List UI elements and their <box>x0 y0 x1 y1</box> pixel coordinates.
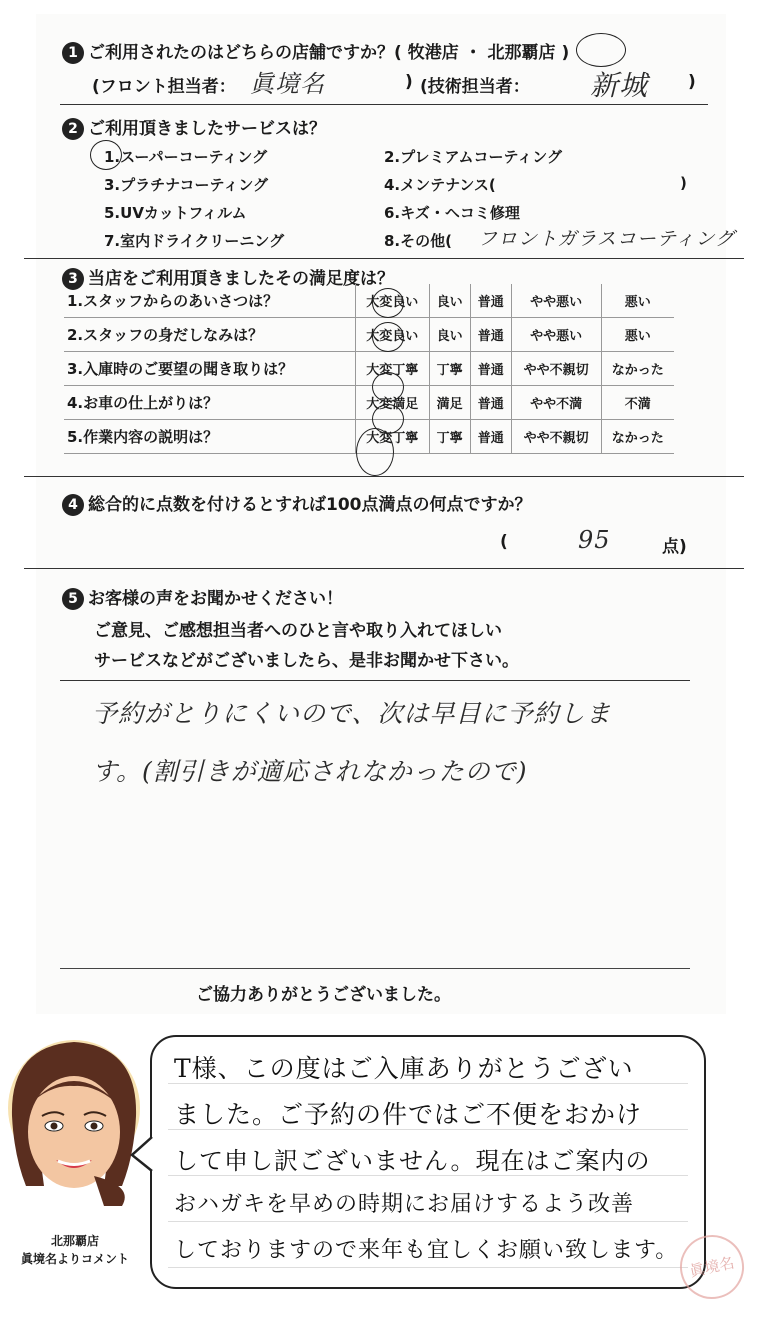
divider-4 <box>24 568 744 569</box>
question-5-text: お客様の声をお聞かせください！ <box>88 589 343 609</box>
satisfaction-option: 普通 <box>470 386 511 420</box>
customer-comment-line-2: す。(割引きが適応されなかったので) <box>92 757 528 786</box>
staff-caption-name: 眞境名よりコメント <box>20 1252 129 1266</box>
service-option: 3.プラチナコーティング <box>104 176 269 194</box>
bubble-rule <box>168 1221 688 1222</box>
question-5 <box>62 584 343 610</box>
divider-3 <box>24 476 744 477</box>
staff-avatar <box>4 1036 144 1206</box>
satisfaction-option: やや不親切 <box>511 352 601 386</box>
question-5-line-3: サービスなどがございましたら、是非お聞かせ下さい。 <box>94 651 519 671</box>
satisfaction-option: やや不満 <box>511 386 601 420</box>
satisfaction-option: 普通 <box>470 284 511 318</box>
selected-service-circle <box>90 140 122 170</box>
question-1 <box>62 38 569 64</box>
satisfaction-option: 普通 <box>470 352 511 386</box>
satisfaction-option: 大変丁寧 <box>356 352 430 386</box>
satisfaction-option: なかった <box>601 420 674 454</box>
tech-staff-label: (技術担当者： <box>420 77 530 97</box>
score-open: ( <box>500 532 508 552</box>
tech-staff-name: 新城 <box>590 69 649 102</box>
tech-staff-close: ) <box>688 72 696 92</box>
bubble-rule <box>168 1267 688 1268</box>
service-option: 8.その他( <box>384 232 452 250</box>
other-service-value: フロントガラスコーティング <box>478 228 735 250</box>
satisfaction-option: 良い <box>429 284 470 318</box>
reply-line: ました。ご予約の件ではご不便をおかけ <box>174 1100 643 1129</box>
store-makiminato: 牧港店 <box>407 43 459 63</box>
question-1-text: ご利用されたのはどちらの店舗ですか？( <box>88 43 402 63</box>
reply-line: おハガキを早めの時期にお届けするよう改善 <box>174 1192 635 1217</box>
satisfaction-option: 大変良い <box>356 318 430 352</box>
satisfaction-option: 不満 <box>601 386 674 420</box>
satisfaction-option: 悪い <box>601 318 674 352</box>
satisfaction-question: 1.スタッフからのあいさつは？ <box>64 284 356 318</box>
store-close: ) <box>561 43 570 63</box>
reply-line: して申し訳ございません。現在はご案内の <box>174 1147 651 1175</box>
satisfaction-option: 満足 <box>429 386 470 420</box>
satisfaction-option: 大変良い <box>356 284 430 318</box>
question-4-number: 4 <box>62 494 84 516</box>
satisfaction-question: 3.入庫時のご要望の聞き取りは？ <box>64 352 356 386</box>
satisfaction-option: 丁寧 <box>429 420 470 454</box>
question-1-number: 1 <box>62 42 84 64</box>
satisfaction-option: 普通 <box>470 318 511 352</box>
service-option: 5.UVカットフィルム <box>104 204 247 222</box>
question-5-number: 5 <box>62 588 84 610</box>
table-row <box>64 352 674 386</box>
selected-store-circle <box>576 33 626 67</box>
question-5-line-2: ご意見、ご感想担当者へのひと言や取り入れてほしい <box>94 621 502 641</box>
satisfaction-question: 4.お車の仕上がりは？ <box>64 386 356 420</box>
satisfaction-option: やや悪い <box>511 284 601 318</box>
question-2-number: 2 <box>62 118 84 140</box>
question-4 <box>62 490 532 516</box>
service-option: 7.室内ドライクリーニング <box>104 232 285 250</box>
bubble-tail <box>130 1135 154 1175</box>
rating-circle <box>356 428 394 476</box>
satisfaction-option: やや不親切 <box>511 420 601 454</box>
table-row <box>64 318 674 352</box>
question-4-text: 総合的に点数を付けるとすれば100点満点の何点ですか？ <box>88 495 532 515</box>
service-option: 6.キズ・ヘコミ修理 <box>384 204 520 222</box>
question-2-text: ご利用頂きましたサービスは？ <box>88 119 326 139</box>
satisfaction-option: 大変丁寧 <box>356 420 430 454</box>
front-staff-name: 眞境名 <box>250 70 325 98</box>
satisfaction-option: 良い <box>429 318 470 352</box>
table-row <box>64 386 674 420</box>
satisfaction-option: 普通 <box>470 420 511 454</box>
service-option: 1.スーパーコーティング <box>104 148 268 166</box>
customer-comment-line-1: 予約がとりにくいので、次は早目に予約しま <box>92 699 612 728</box>
answer-bottom-line <box>60 968 690 969</box>
divider-2 <box>24 258 744 259</box>
question-3-number: 3 <box>62 268 84 290</box>
satisfaction-option: 丁寧 <box>429 352 470 386</box>
question-2 <box>62 114 326 140</box>
rating-circle <box>372 322 404 352</box>
maintenance-close: ) <box>680 174 687 192</box>
reply-line: T様、この度はご入庫ありがとうござい <box>174 1054 634 1083</box>
store-separator: ・ <box>464 43 482 63</box>
avatar-illustration <box>4 1036 144 1206</box>
answer-top-line <box>60 680 690 681</box>
service-option: 2.プレミアムコーティング <box>384 148 562 166</box>
name-seal-stamp: 眞境名 <box>674 1229 750 1305</box>
store-kitanaha: 北那覇店 <box>487 43 556 63</box>
thanks-message: ご協力ありがとうございました。 <box>196 985 451 1005</box>
satisfaction-question: 5.作業内容の説明は？ <box>64 420 356 454</box>
service-option: 4.メンテナンス( <box>384 176 496 194</box>
satisfaction-question: 2.スタッフの身だしなみは？ <box>64 318 356 352</box>
staff-caption-store: 北那覇店 <box>50 1234 99 1248</box>
question-3-text: 当店をご利用頂きましたその満足度は？ <box>88 269 394 289</box>
satisfaction-option: なかった <box>601 352 674 386</box>
score-unit: 点) <box>662 537 687 557</box>
front-staff-close: ) <box>405 72 413 92</box>
reply-line: しておりますので来年も宜しくお願い致します。 <box>174 1238 679 1263</box>
staff-reply-bubble <box>150 1035 706 1289</box>
table-row <box>64 284 674 318</box>
divider-1 <box>60 104 708 105</box>
score-value: 95 <box>578 526 611 554</box>
satisfaction-option: やや悪い <box>511 318 601 352</box>
front-staff-label: (フロント担当者： <box>92 77 236 97</box>
rating-circle <box>372 288 404 318</box>
satisfaction-option: 大変満足 <box>356 386 430 420</box>
satisfaction-option: 悪い <box>601 284 674 318</box>
rating-circle <box>372 372 404 402</box>
